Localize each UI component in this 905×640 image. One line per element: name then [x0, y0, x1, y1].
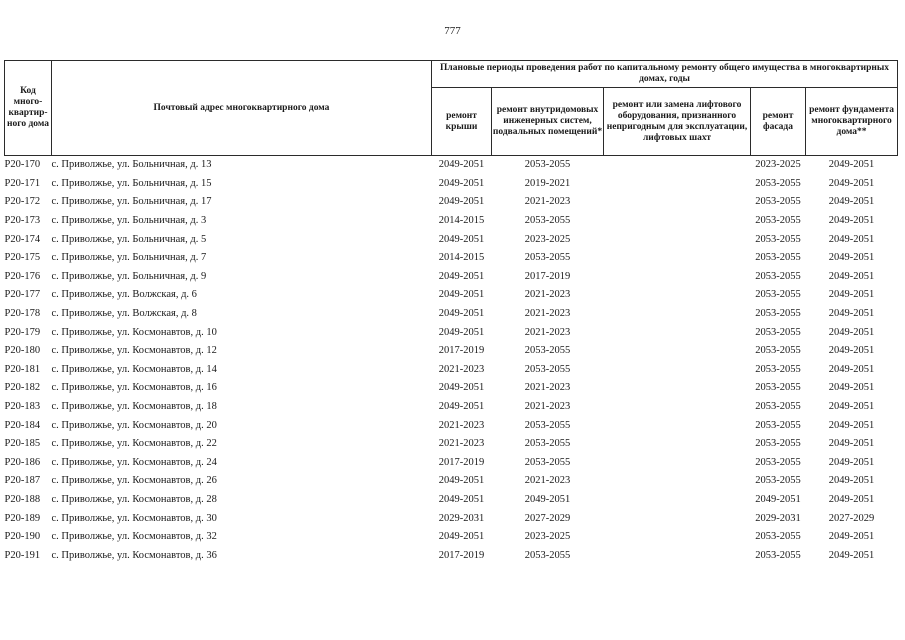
house-address: с. Приволжье, ул. Космонавтов, д. 20 [51, 419, 217, 431]
house-code: Р20-191 [4, 549, 41, 561]
systems-period: 2053-2055 [524, 438, 571, 450]
table-row [5, 193, 898, 212]
foundation-period: 2049-2051 [828, 233, 875, 245]
roof-period: 2049-2051 [438, 531, 485, 543]
systems-period: 2017-2019 [524, 270, 571, 282]
facade-period: 2049-2051 [755, 493, 801, 505]
house-code: Р20-186 [4, 456, 41, 468]
house-code: Р20-180 [4, 345, 41, 357]
systems-period: 2053-2055 [524, 456, 571, 468]
table-row [5, 454, 898, 473]
table-row [5, 472, 898, 491]
foundation-period: 2049-2051 [828, 549, 875, 561]
house-address: с. Приволжье, ул. Космонавтов, д. 36 [51, 549, 217, 561]
house-code: Р20-173 [4, 215, 41, 227]
roof-period: 2017-2019 [438, 549, 485, 561]
facade-period: 2053-2055 [755, 549, 801, 561]
header-elevator: ремонт или замена лифтового оборудования, признанного непригодным для эксплуатации, лифтовых шахт [604, 88, 751, 156]
roof-period: 2049-2051 [438, 475, 485, 487]
table-row [5, 528, 898, 547]
elevator-period [604, 546, 751, 565]
roof-period: 2014-2015 [438, 252, 485, 264]
elevator-period [604, 398, 751, 417]
table-row [5, 416, 898, 435]
house-code: Р20-170 [4, 159, 41, 171]
elevator-period [604, 342, 751, 361]
roof-period: 2049-2051 [438, 289, 485, 301]
house-address: с. Приволжье, ул. Космонавтов, д. 22 [51, 438, 217, 450]
roof-period: 2049-2051 [438, 401, 485, 413]
header-foundation: ремонт фундамента многоквартирного дома** [806, 88, 898, 156]
table-row [5, 342, 898, 361]
roof-period: 2021-2023 [438, 363, 485, 375]
foundation-period: 2049-2051 [828, 177, 875, 189]
table-row [5, 546, 898, 565]
facade-period: 2053-2055 [755, 215, 801, 227]
facade-period: 2053-2055 [755, 308, 801, 320]
house-address: с. Приволжье, ул. Волжская, д. 8 [51, 308, 197, 320]
roof-period: 2049-2051 [438, 196, 485, 208]
foundation-period: 2049-2051 [828, 419, 875, 431]
roof-period: 2021-2023 [438, 438, 485, 450]
house-address: с. Приволжье, ул. Космонавтов, д. 14 [51, 363, 217, 375]
systems-period: 2027-2029 [524, 512, 571, 524]
house-code: Р20-172 [4, 196, 41, 208]
house-code: Р20-174 [4, 233, 41, 245]
systems-period: 2021-2023 [524, 289, 571, 301]
systems-period: 2053-2055 [524, 419, 571, 431]
house-address: с. Приволжье, ул. Больничная, д. 15 [51, 177, 212, 189]
house-code: Р20-178 [4, 308, 41, 320]
elevator-period [604, 528, 751, 547]
roof-period: 2049-2051 [438, 326, 485, 338]
elevator-period [604, 323, 751, 342]
foundation-period: 2049-2051 [828, 363, 875, 375]
house-address: с. Приволжье, ул. Космонавтов, д. 32 [51, 531, 217, 543]
house-address: с. Приволжье, ул. Больничная, д. 5 [51, 233, 207, 245]
foundation-period: 2049-2051 [828, 215, 875, 227]
facade-period: 2053-2055 [755, 363, 801, 375]
elevator-period [604, 212, 751, 231]
foundation-period: 2049-2051 [828, 252, 875, 264]
systems-period: 2021-2023 [524, 308, 571, 320]
roof-period: 2017-2019 [438, 456, 485, 468]
systems-period: 2053-2055 [524, 252, 571, 264]
table-row [5, 230, 898, 249]
facade-period: 2023-2025 [755, 159, 801, 171]
facade-period: 2053-2055 [755, 382, 801, 394]
house-code: Р20-176 [4, 270, 41, 282]
roof-period: 2049-2051 [438, 177, 485, 189]
header-periods: Плановые периоды проведения работ по капитальному ремонту общего имущества в многоквартирных домах, годы [432, 61, 898, 88]
header-code: Код много-квартир-ного дома [5, 61, 52, 156]
header-systems: ремонт внутридомовых инженерных систем, подвальных помещений* [492, 88, 604, 156]
house-address: с. Приволжье, ул. Больничная, д. 17 [51, 196, 212, 208]
roof-period: 2049-2051 [438, 233, 485, 245]
foundation-period: 2049-2051 [828, 345, 875, 357]
elevator-period [604, 491, 751, 510]
systems-period: 2019-2021 [524, 177, 571, 189]
page-number: 777 [444, 25, 461, 37]
systems-period: 2049-2051 [524, 493, 571, 505]
systems-period: 2021-2023 [524, 196, 571, 208]
roof-period: 2049-2051 [438, 493, 485, 505]
elevator-period [604, 416, 751, 435]
elevator-period [604, 435, 751, 454]
table-body [5, 156, 898, 566]
table-row [5, 361, 898, 380]
elevator-period [604, 230, 751, 249]
foundation-period: 2049-2051 [828, 196, 875, 208]
table-row [5, 156, 898, 175]
facade-period: 2053-2055 [755, 401, 801, 413]
house-code: Р20-183 [4, 401, 41, 413]
roof-period: 2029-2031 [438, 512, 485, 524]
elevator-period [604, 305, 751, 324]
table-row [5, 175, 898, 194]
facade-period: 2053-2055 [755, 438, 801, 450]
facade-period: 2053-2055 [755, 475, 801, 487]
facade-period: 2053-2055 [755, 456, 801, 468]
header-roof: ремонт крыши [432, 88, 492, 156]
foundation-period: 2049-2051 [828, 493, 875, 505]
house-address: с. Приволжье, ул. Больничная, д. 13 [51, 159, 212, 171]
foundation-period: 2049-2051 [828, 308, 875, 320]
house-address: с. Приволжье, ул. Космонавтов, д. 16 [51, 382, 217, 394]
foundation-period: 2049-2051 [828, 159, 875, 171]
table-row [5, 435, 898, 454]
house-code: Р20-190 [4, 531, 41, 543]
house-address: с. Приволжье, ул. Волжская, д. 6 [51, 289, 197, 301]
facade-period: 2053-2055 [755, 289, 801, 301]
house-address: с. Приволжье, ул. Космонавтов, д. 30 [51, 512, 217, 524]
roof-period: 2049-2051 [438, 308, 485, 320]
house-code: Р20-177 [4, 289, 41, 301]
systems-period: 2021-2023 [524, 401, 571, 413]
facade-period: 2053-2055 [755, 252, 801, 264]
house-code: Р20-171 [4, 177, 41, 189]
facade-period: 2053-2055 [755, 326, 801, 338]
elevator-period [604, 509, 751, 528]
elevator-period [604, 268, 751, 287]
foundation-period: 2049-2051 [828, 270, 875, 282]
elevator-period [604, 286, 751, 305]
house-code: Р20-179 [4, 326, 41, 338]
systems-period: 2053-2055 [524, 549, 571, 561]
table-row [5, 305, 898, 324]
systems-period: 2053-2055 [524, 159, 571, 171]
house-address: с. Приволжье, ул. Космонавтов, д. 28 [51, 493, 217, 505]
table-row [5, 212, 898, 231]
systems-period: 2053-2055 [524, 363, 571, 375]
table-row [5, 323, 898, 342]
facade-period: 2053-2055 [755, 419, 801, 431]
foundation-period: 2027-2029 [828, 512, 875, 524]
elevator-period [604, 379, 751, 398]
header-facade: ремонт фасада [751, 88, 806, 156]
table-row [5, 509, 898, 528]
facade-period: 2053-2055 [755, 196, 801, 208]
foundation-period: 2049-2051 [828, 438, 875, 450]
systems-period: 2053-2055 [524, 215, 571, 227]
elevator-period [604, 454, 751, 473]
house-code: Р20-188 [4, 493, 41, 505]
house-address: с. Приволжье, ул. Больничная, д. 3 [51, 215, 207, 227]
elevator-period [604, 361, 751, 380]
elevator-period [604, 175, 751, 194]
elevator-period [604, 193, 751, 212]
house-address: с. Приволжье, ул. Космонавтов, д. 24 [51, 456, 217, 468]
house-address: с. Приволжье, ул. Космонавтов, д. 10 [51, 326, 217, 338]
repair-schedule-table [4, 60, 898, 565]
facade-period: 2053-2055 [755, 531, 801, 543]
facade-period: 2029-2031 [755, 512, 801, 524]
systems-period: 2023-2025 [524, 531, 571, 543]
table-row [5, 491, 898, 510]
house-code: Р20-175 [4, 252, 41, 264]
foundation-period: 2049-2051 [828, 456, 875, 468]
house-code: Р20-187 [4, 475, 41, 487]
house-code: Р20-181 [4, 363, 41, 375]
header-address: Почтовый адрес многоквартирного дома [52, 61, 432, 156]
systems-period: 2021-2023 [524, 382, 571, 394]
elevator-period [604, 249, 751, 268]
roof-period: 2049-2051 [438, 270, 485, 282]
facade-period: 2053-2055 [755, 177, 801, 189]
facade-period: 2053-2055 [755, 233, 801, 245]
roof-period: 2049-2051 [438, 382, 485, 394]
table-row [5, 249, 898, 268]
elevator-period [604, 156, 751, 175]
roof-period: 2017-2019 [438, 345, 485, 357]
foundation-period: 2049-2051 [828, 382, 875, 394]
house-address: с. Приволжье, ул. Больничная, д. 7 [51, 252, 207, 264]
foundation-period: 2049-2051 [828, 531, 875, 543]
facade-period: 2053-2055 [755, 270, 801, 282]
roof-period: 2014-2015 [438, 215, 485, 227]
roof-period: 2021-2023 [438, 419, 485, 431]
house-code: Р20-184 [4, 419, 41, 431]
foundation-period: 2049-2051 [828, 289, 875, 301]
foundation-period: 2049-2051 [828, 326, 875, 338]
house-address: с. Приволжье, ул. Космонавтов, д. 26 [51, 475, 217, 487]
systems-period: 2023-2025 [524, 233, 571, 245]
foundation-period: 2049-2051 [828, 401, 875, 413]
table-row [5, 286, 898, 305]
table-row [5, 379, 898, 398]
house-code: Р20-189 [4, 512, 41, 524]
house-code: Р20-182 [4, 382, 41, 394]
table-row [5, 268, 898, 287]
house-address: с. Приволжье, ул. Космонавтов, д. 18 [51, 401, 217, 413]
facade-period: 2053-2055 [755, 345, 801, 357]
house-address: с. Приволжье, ул. Больничная, д. 9 [51, 270, 207, 282]
systems-period: 2021-2023 [524, 326, 571, 338]
house-address: с. Приволжье, ул. Космонавтов, д. 12 [51, 345, 217, 357]
systems-period: 2053-2055 [524, 345, 571, 357]
foundation-period: 2049-2051 [828, 475, 875, 487]
systems-period: 2021-2023 [524, 475, 571, 487]
table-row [5, 398, 898, 417]
roof-period: 2049-2051 [438, 159, 485, 171]
elevator-period [604, 472, 751, 491]
house-code: Р20-185 [4, 438, 41, 450]
